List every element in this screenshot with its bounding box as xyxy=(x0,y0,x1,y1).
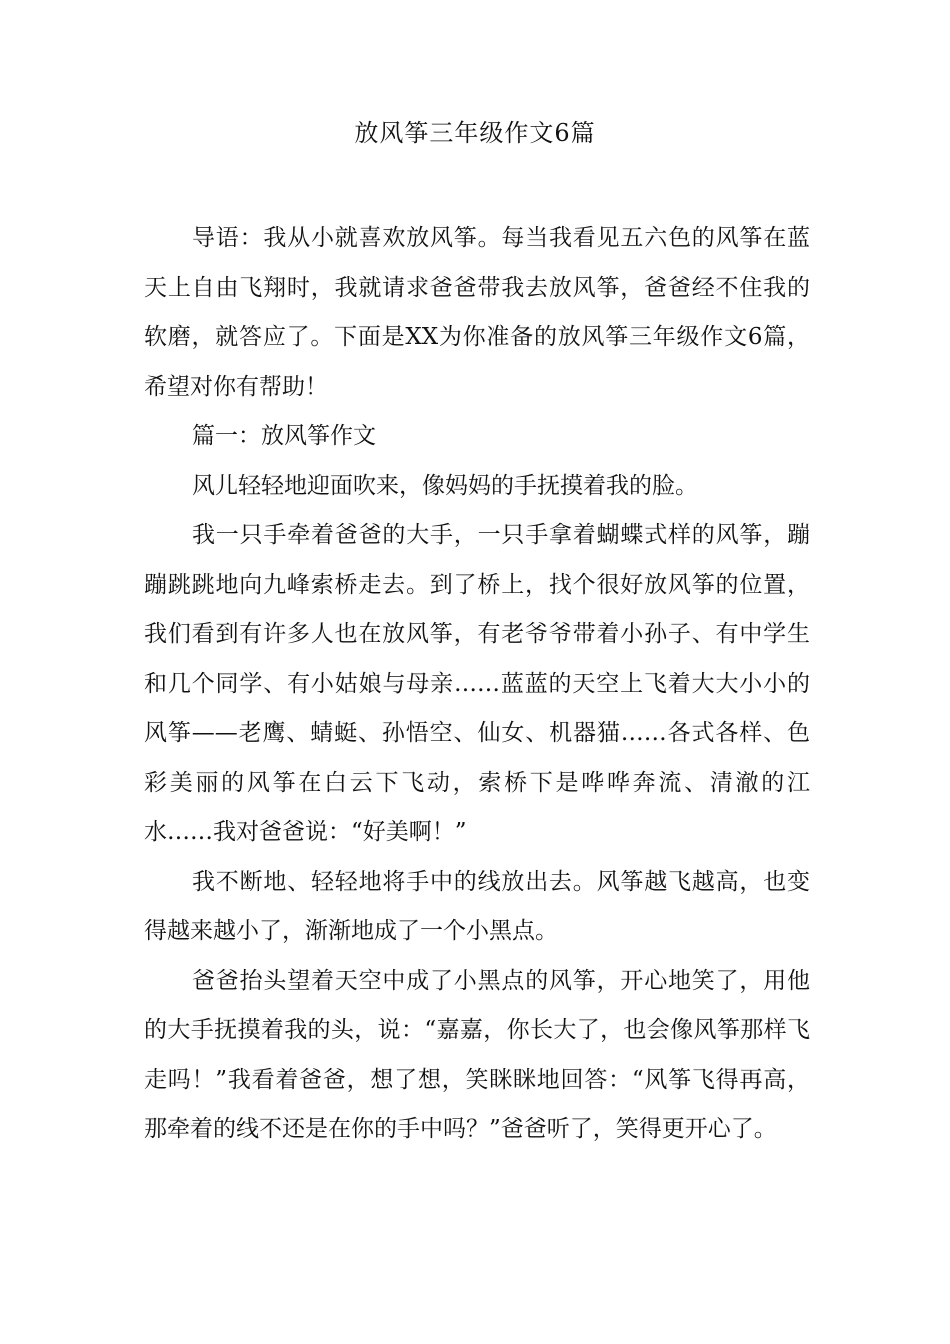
body-paragraph: 爸爸抬头望着天空中成了小黑点的风筝，开心地笑了，用他的大手抚摸着我的头，说：“嘉嘉，你长大了，也会像风筝那样飞走吗！”我看着爸爸，想了想，笑眯眯地回答：“风筝飞得再高，那牵着的线不还是在你的手中吗？”爸爸听了，笑得更开心了。 xyxy=(144,967,810,1142)
document-title: 放风筝三年级作文6篇 xyxy=(354,119,596,147)
section-heading: 篇一：放风筝作文 xyxy=(192,423,376,449)
body-paragraph: 我一只手牵着爸爸的大手，一只手拿着蝴蝶式样的风筝，蹦蹦跳跳地向九峰索桥走去。到了桥上，找个很好放风筝的位置，我们看到有许多人也在放风筝，有老爷爷带着小孙子、有中学生和几个同学、有小姑娘与母亲……蓝蓝的天空上飞着大大小小的风筝——老鹰、蜻蜓、孙悟空、仙女、机器猫……各式各样、色彩美丽的风筝在白云下飞动，索桥下是哗哗奔流、清澈的江水……我对爸爸说：“好美啊！” xyxy=(144,522,811,845)
document-body xyxy=(144,214,810,1155)
body-paragraph: 风儿轻轻地迎面吹来，像妈妈的手抚摸着我的脸。 xyxy=(192,472,698,499)
intro-paragraph: 导语：我从小就喜欢放风筝。每当我看见五六色的风筝在蓝天上自由飞翔时，我就请求爸爸带我去放风筝，爸爸经不住我的软磨，就答应了。下面是XX为你准备的放风筝三年级作文6篇，希望对你有帮助！ xyxy=(144,225,810,400)
body-paragraph: 我不断地、轻轻地将手中的线放出去。风筝越飞越高，也变得越来越小了，渐渐地成了一个小黑点。 xyxy=(144,868,810,944)
